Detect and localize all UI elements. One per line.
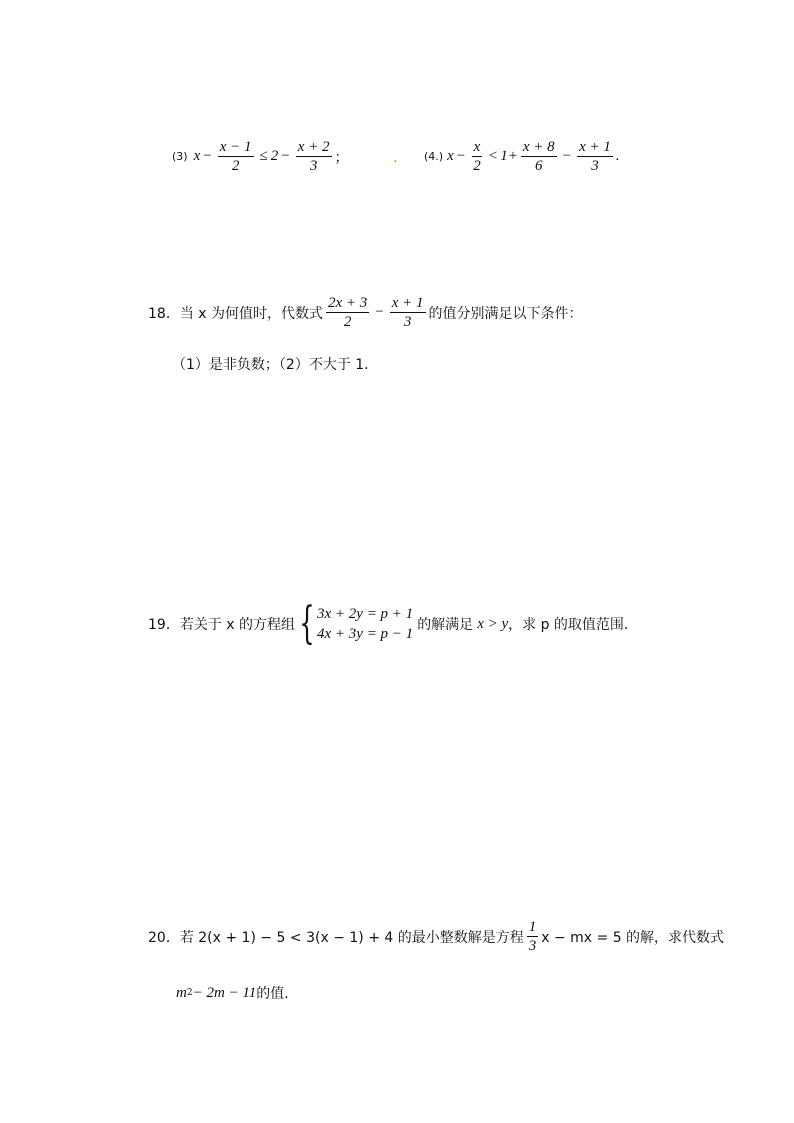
problem-17-part-3 bbox=[172, 138, 349, 175]
problem-20 bbox=[148, 918, 724, 955]
fraction bbox=[521, 138, 557, 175]
equation-system bbox=[317, 604, 413, 644]
brace: { bbox=[299, 598, 315, 649]
problem-18 bbox=[148, 294, 583, 331]
fraction bbox=[390, 294, 426, 331]
numerator: 1 bbox=[528, 919, 537, 935]
numerator: x bbox=[473, 139, 481, 155]
math-var: m bbox=[176, 984, 187, 1001]
part-label: (4.) bbox=[424, 150, 444, 163]
numerator: 2x + 3 bbox=[328, 295, 368, 311]
condition: x > y bbox=[477, 615, 509, 632]
problem-18-subparts: （1）是非负数；（2）不大于 1． bbox=[172, 357, 379, 373]
fraction bbox=[527, 918, 539, 955]
exponent: 2 bbox=[186, 988, 193, 998]
problem-text: 的值分别满足以下条件： bbox=[428, 305, 583, 322]
problem-text: 18．当 x 为何值时，代数式 bbox=[148, 305, 323, 322]
numerator: x − 1 bbox=[219, 139, 252, 155]
math-op: − bbox=[562, 148, 572, 164]
math-expr: − 2m − 11 bbox=[192, 984, 257, 1001]
math-num: 1+ bbox=[500, 148, 518, 164]
fraction bbox=[218, 138, 254, 175]
numerator: x + 1 bbox=[579, 139, 611, 155]
punctuation: ； bbox=[334, 149, 349, 166]
math-var: x bbox=[447, 148, 454, 164]
problem-text: 的值． bbox=[256, 986, 299, 1002]
problem-19 bbox=[148, 598, 638, 649]
denominator: 3 bbox=[528, 938, 537, 954]
problem-17-part-4 bbox=[424, 138, 620, 175]
problem-text: ，求 p 的取值范围． bbox=[508, 617, 638, 633]
punctuation: . bbox=[615, 148, 620, 164]
part-label: (3) bbox=[172, 150, 188, 163]
equation-2: 4x + 3y = p − 1 bbox=[317, 626, 414, 642]
problem-text: x − mx = 5 的解，求代数式 bbox=[541, 929, 725, 946]
math-num: 2 bbox=[270, 148, 279, 164]
math-op: − bbox=[281, 148, 290, 164]
numerator: x + 8 bbox=[522, 139, 555, 155]
equation-1: 3x + 2y = p + 1 bbox=[317, 606, 414, 622]
math-op: ≤ bbox=[259, 148, 268, 164]
denominator: 2 bbox=[343, 314, 352, 330]
problem-text: 19．若关于 x 的方程组 bbox=[148, 617, 295, 633]
numerator: x + 1 bbox=[391, 295, 424, 311]
math-op: < bbox=[488, 148, 498, 164]
fraction bbox=[326, 294, 369, 331]
fraction bbox=[577, 138, 613, 175]
problem-text: 20．若 2(x + 1) − 5 < 3(x − 1) + 4 的最小整数解是方程 bbox=[148, 929, 524, 946]
fraction bbox=[296, 138, 332, 175]
denominator: 6 bbox=[534, 158, 543, 174]
numerator: x + 2 bbox=[297, 139, 330, 155]
math-op: − bbox=[375, 304, 384, 320]
stray-dot: . bbox=[393, 150, 398, 166]
problem-20-expression bbox=[176, 983, 298, 1003]
fraction bbox=[471, 138, 483, 175]
denominator: 2 bbox=[231, 158, 240, 174]
math-op: − bbox=[456, 148, 466, 164]
denominator: 2 bbox=[473, 158, 481, 174]
denominator: 3 bbox=[403, 314, 412, 330]
math-op: − bbox=[203, 148, 212, 164]
problem-text: 的解满足 bbox=[417, 617, 474, 633]
math-var: x bbox=[193, 148, 201, 164]
denominator: 3 bbox=[591, 158, 599, 174]
denominator: 3 bbox=[309, 158, 318, 174]
